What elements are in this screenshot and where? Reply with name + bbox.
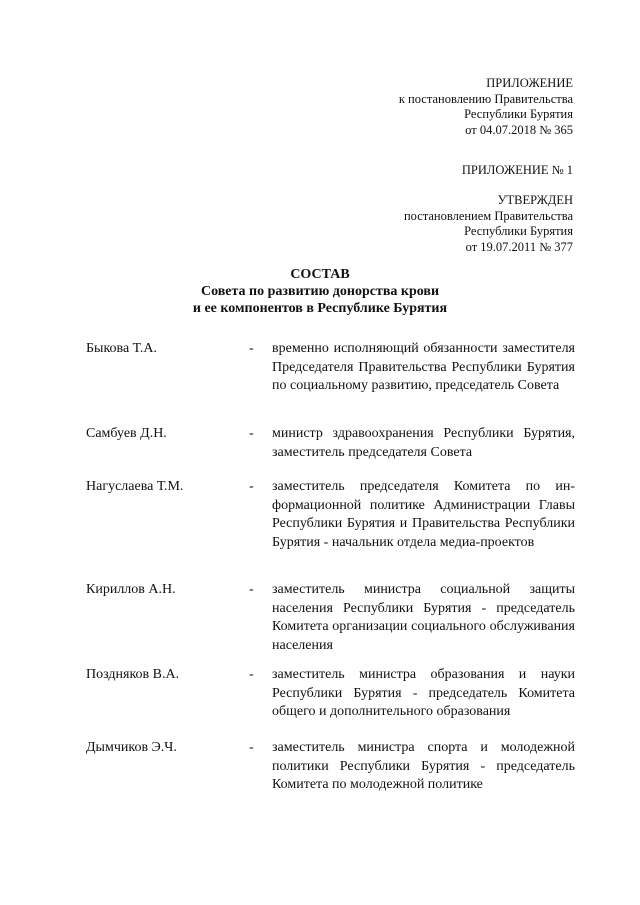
appendix-header	[399, 76, 573, 138]
approved-resolution: постановлением Правительства	[403, 208, 573, 223]
member-dash: -	[249, 667, 254, 682]
member-role: заместитель министра образования и науки Республики Бурятия - председатель Комитета общего и дополнительного образования	[272, 667, 575, 720]
member-name: Самбуев Д.Н.	[86, 426, 167, 441]
approved-republic: Республики Бурятия	[464, 224, 573, 238]
member-role: заместитель министра социальной защиты населения Республики Бурятия - председатель Комитета организации социального обслуживания населения	[272, 582, 575, 653]
approved-header	[404, 193, 573, 255]
member-dash: -	[249, 426, 254, 441]
title-scope: и ее компонентов в Республике Бурятия	[192, 301, 448, 316]
member-name: Быкова Т.А.	[86, 341, 157, 356]
member-role: заместитель министра спорта и молодежной политики Республики Бурятия - председатель Комитета по молодежной политике	[272, 740, 575, 793]
appendix-republic: Республики Бурятия	[464, 107, 573, 121]
member-role: министр здравоохранения Республики Бурятия, заместитель председателя Совета	[272, 426, 575, 460]
member-role: временно исполняющий обязанности заместителя Председателя Правительства Республики Бурятия по социальному развитию, председатель Совета	[272, 341, 575, 394]
appendix-number: ПРИЛОЖЕНИЕ № 1	[461, 163, 573, 177]
member-dash: -	[249, 582, 254, 597]
member-role: заместитель председателя Комитета по информационной политике Администрации Главы Республики Бурятия и Правительства Республики Бурятия - начальник отдела медиа-проектов	[272, 479, 575, 550]
appendix-date-number: от 04.07.2018 № 365	[465, 122, 573, 137]
title-heading: СОСТАВ	[290, 267, 350, 282]
member-dash: -	[249, 479, 254, 494]
member-dash: -	[249, 740, 254, 755]
appendix-number-header	[462, 163, 573, 179]
member-name: Нагуслаева Т.М.	[86, 479, 184, 494]
member-name: Кириллов А.Н.	[86, 582, 176, 597]
title-council: Совета по развитию донорства крови	[200, 284, 440, 299]
approved-title: УТВЕРЖДЕН	[497, 193, 573, 207]
document-title	[0, 266, 640, 317]
approved-date-number: от 19.07.2011 № 377	[465, 239, 573, 254]
member-name: Дымчиков Э.Ч.	[86, 740, 177, 755]
member-name: Поздняков В.А.	[86, 667, 180, 682]
appendix-resolution: к постановлению Правительства	[398, 91, 573, 106]
member-dash: -	[249, 341, 254, 356]
appendix-title: ПРИЛОЖЕНИЕ	[486, 76, 573, 90]
